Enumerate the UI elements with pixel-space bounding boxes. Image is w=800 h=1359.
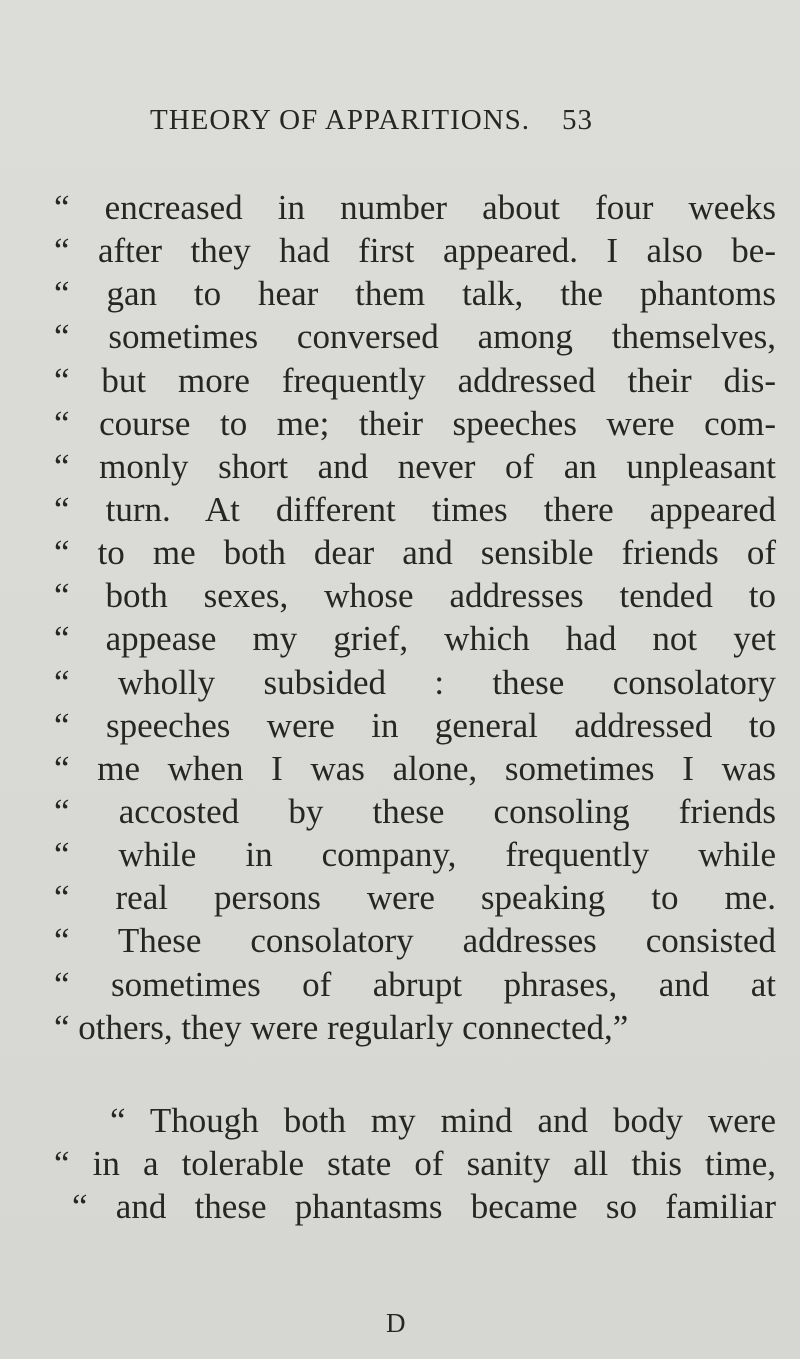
body-text — [54, 186, 776, 1228]
paragraph-break — [54, 1049, 776, 1099]
text-line: “ others, they were regularly connected,” — [54, 1007, 629, 1047]
text-line: “ appease my grief, which had not yet — [54, 619, 776, 659]
text-line: “ These consolatory addresses consisted — [54, 921, 776, 961]
text-line: “ Though both my mind and body were — [110, 1100, 776, 1140]
text-line: “ turn. At different times there appeared — [54, 489, 776, 529]
text-line: “ monly short and never of an unpleasant — [54, 446, 776, 486]
text-line: “ wholly subsided : these consolatory — [54, 662, 776, 702]
text-line: “ gan to hear them talk, the phantoms — [54, 274, 776, 314]
text-line: “ course to me; their speeches were com- — [54, 403, 776, 443]
text-line: “ while in company, frequently while — [54, 835, 776, 875]
running-head — [150, 104, 800, 150]
text-line: “ me when I was alone, sometimes I was — [54, 748, 776, 788]
signature-mark: D — [386, 1308, 406, 1338]
text-line: “ in a tolerable state of sanity all this time, — [54, 1143, 776, 1183]
text-line: “ and these phantasms became so familiar — [72, 1187, 776, 1227]
text-line: “ encreased in number about four weeks — [54, 188, 776, 227]
text-line: “ but more frequently addressed their dis- — [54, 360, 776, 400]
page-number: 53 — [562, 104, 593, 136]
text-line: “ speeches were in general addressed to — [54, 705, 776, 745]
text-line: “ sometimes of abrupt phrases, and at — [54, 964, 776, 1004]
text-line: “ to me both dear and sensible friends of — [54, 533, 776, 573]
text-line: “ both sexes, whose addresses tended to — [54, 576, 776, 616]
text-line: “ sometimes conversed among themselves, — [54, 317, 776, 357]
text-line: “ real persons were speaking to me. — [54, 878, 776, 918]
text-line: “ accosted by these consoling friends — [54, 791, 776, 831]
text-line: “ after they had first appeared. I also be- — [54, 231, 776, 271]
running-title: THEORY OF APPARITIONS. — [150, 104, 531, 136]
